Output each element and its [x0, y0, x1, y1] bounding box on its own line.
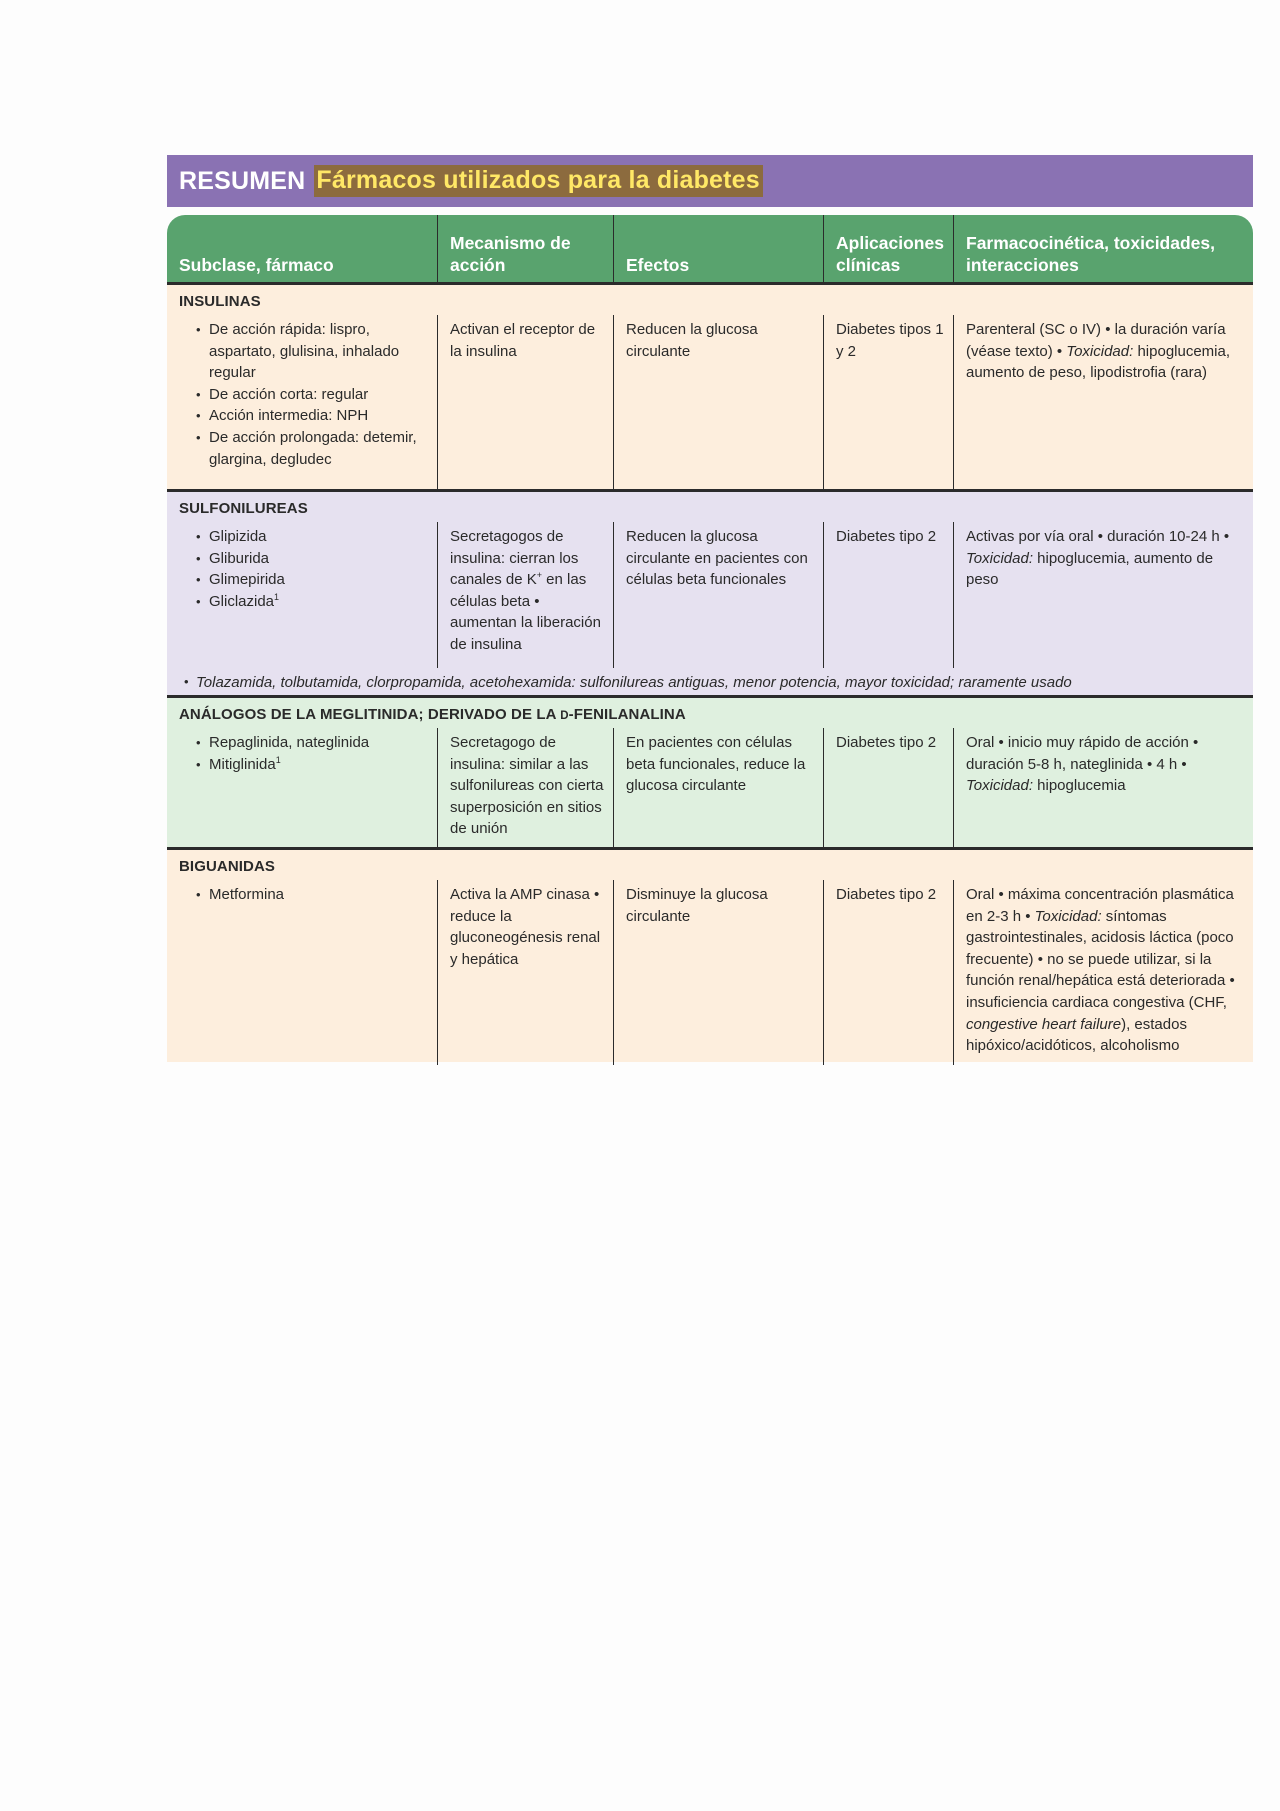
- title-prefix: RESUMEN: [179, 166, 306, 195]
- list-item: • De acción rápida: lispro, aspartato, glulisina, inhalado regular: [179, 319, 431, 384]
- cell-applications: Diabetes tipo 2: [823, 880, 953, 1065]
- list-item: • Mitiglinida$^1$: [179, 754, 431, 776]
- cell-drugs: [167, 880, 437, 1065]
- table-row: [167, 522, 1253, 668]
- list-item: • Gliclazida$^1$: [179, 591, 431, 613]
- table-header: [167, 215, 1253, 285]
- cell-pharmacokinetics: Activas por vía oral • duración 10-24 h • Toxicidad: hipoglucemia, aumento de peso: [953, 522, 1253, 668]
- list-item: • De acción prolongada: detemir, glargina, degludec: [179, 427, 431, 470]
- cell-drugs: [167, 315, 437, 489]
- cell-mechanism: Activa la AMP cinasa • reduce la gluconeogénesis renal y hepática: [437, 880, 613, 1065]
- column-header-subclass: Subclase, fármaco: [179, 255, 334, 275]
- cell-pharmacokinetics: Oral • inicio muy rápido de acción • duración 5-8 h, nateglinida • 4 h • Toxicidad: hipoglucemia: [953, 728, 1253, 850]
- section-insulinas: [167, 285, 1253, 489]
- cell-applications: Diabetes tipo 2: [823, 728, 953, 850]
- list-item: • De acción corta: regular: [179, 384, 431, 406]
- cell-effects: En pacientes con células beta funcionales, reduce la glucosa circulante: [613, 728, 823, 850]
- table-row: [167, 880, 1253, 1065]
- summary-document: [167, 155, 1253, 1062]
- list-item: • Metformina: [179, 884, 431, 906]
- cell-applications: Diabetes tipo 2: [823, 522, 953, 668]
- cell-effects: Reducen la glucosa circulante en pacientes con células beta funcionales: [613, 522, 823, 668]
- footnote-marker: 1: [274, 591, 280, 602]
- cell-effects: Disminuye la glucosa circulante: [613, 880, 823, 1065]
- section-sulfonilureas: [167, 489, 1253, 695]
- summary-title-bar: [167, 155, 1253, 207]
- cell-pharmacokinetics: Parenteral (SC o IV) • la duración varía (véase texto) • Toxicidad: hipoglucemia, aumento de peso, lipodistrofia (rara): [953, 315, 1253, 489]
- list-item: • Repaglinida, nateglinida: [179, 732, 431, 754]
- column-header-applications: Aplicaciones clínicas: [823, 215, 953, 282]
- section-title: SULFONILUREAS: [179, 500, 308, 517]
- cell-pharmacokinetics: Oral • máxima concentración plasmática en 2-3 h • Toxicidad: síntomas gastrointestinales, acidosis láctica (poco frecuente) • no se puede utilizar, si la función renal/hepática está deteriorada • insuficiencia cardiaca congestiva (CHF, congestive heart failure), estados hipóxico/acidóticos, alcoholismo: [953, 880, 1253, 1065]
- cell-mechanism: Secretagogos de insulina: cierran los canales de K+ en las células beta • aumentan la liberación de insulina: [437, 522, 613, 668]
- section-biguanidas: [167, 847, 1253, 1062]
- footnote-marker: 1: [275, 754, 281, 765]
- column-header-pharmacokinetics: Farmacocinética, toxicidades, interacciones: [953, 215, 1253, 282]
- section-title: ANÁLOGOS DE LA MEGLITINIDA; DERIVADO DE LA D-FENILANALINA: [179, 706, 686, 723]
- table-row: [167, 728, 1253, 850]
- column-header-effects: Efectos: [613, 215, 823, 282]
- list-item: • Acción intermedia: NPH: [179, 405, 431, 427]
- table-row: [167, 315, 1253, 489]
- cell-mechanism: Activan el receptor de la insulina: [437, 315, 613, 489]
- section-meglitinida: [167, 695, 1253, 847]
- cell-mechanism: Secretagogo de insulina: similar a las sulfonilureas con cierta superposición en sitios de unión: [437, 728, 613, 850]
- list-item: • Glimepirida: [179, 569, 431, 591]
- cell-applications: Diabetes tipos 1 y 2: [823, 315, 953, 489]
- cell-effects: Reducen la glucosa circulante: [613, 315, 823, 489]
- column-header-mechanism: Mecanismo de acción: [437, 215, 613, 282]
- section-title: INSULINAS: [179, 293, 261, 310]
- list-item: • Gliburida: [179, 548, 431, 570]
- section-note: • Tolazamida, tolbutamida, clorpropamida, acetohexamida: sulfonilureas antiguas, menor potencia, mayor toxicidad; raramente usado: [167, 674, 1072, 691]
- list-item: • Glipizida: [179, 526, 431, 548]
- cell-drugs: [167, 522, 437, 668]
- cell-drugs: [167, 728, 437, 850]
- title-highlighted: Fármacos utilizados para la diabetes: [314, 165, 762, 197]
- section-title: BIGUANIDAS: [179, 858, 276, 875]
